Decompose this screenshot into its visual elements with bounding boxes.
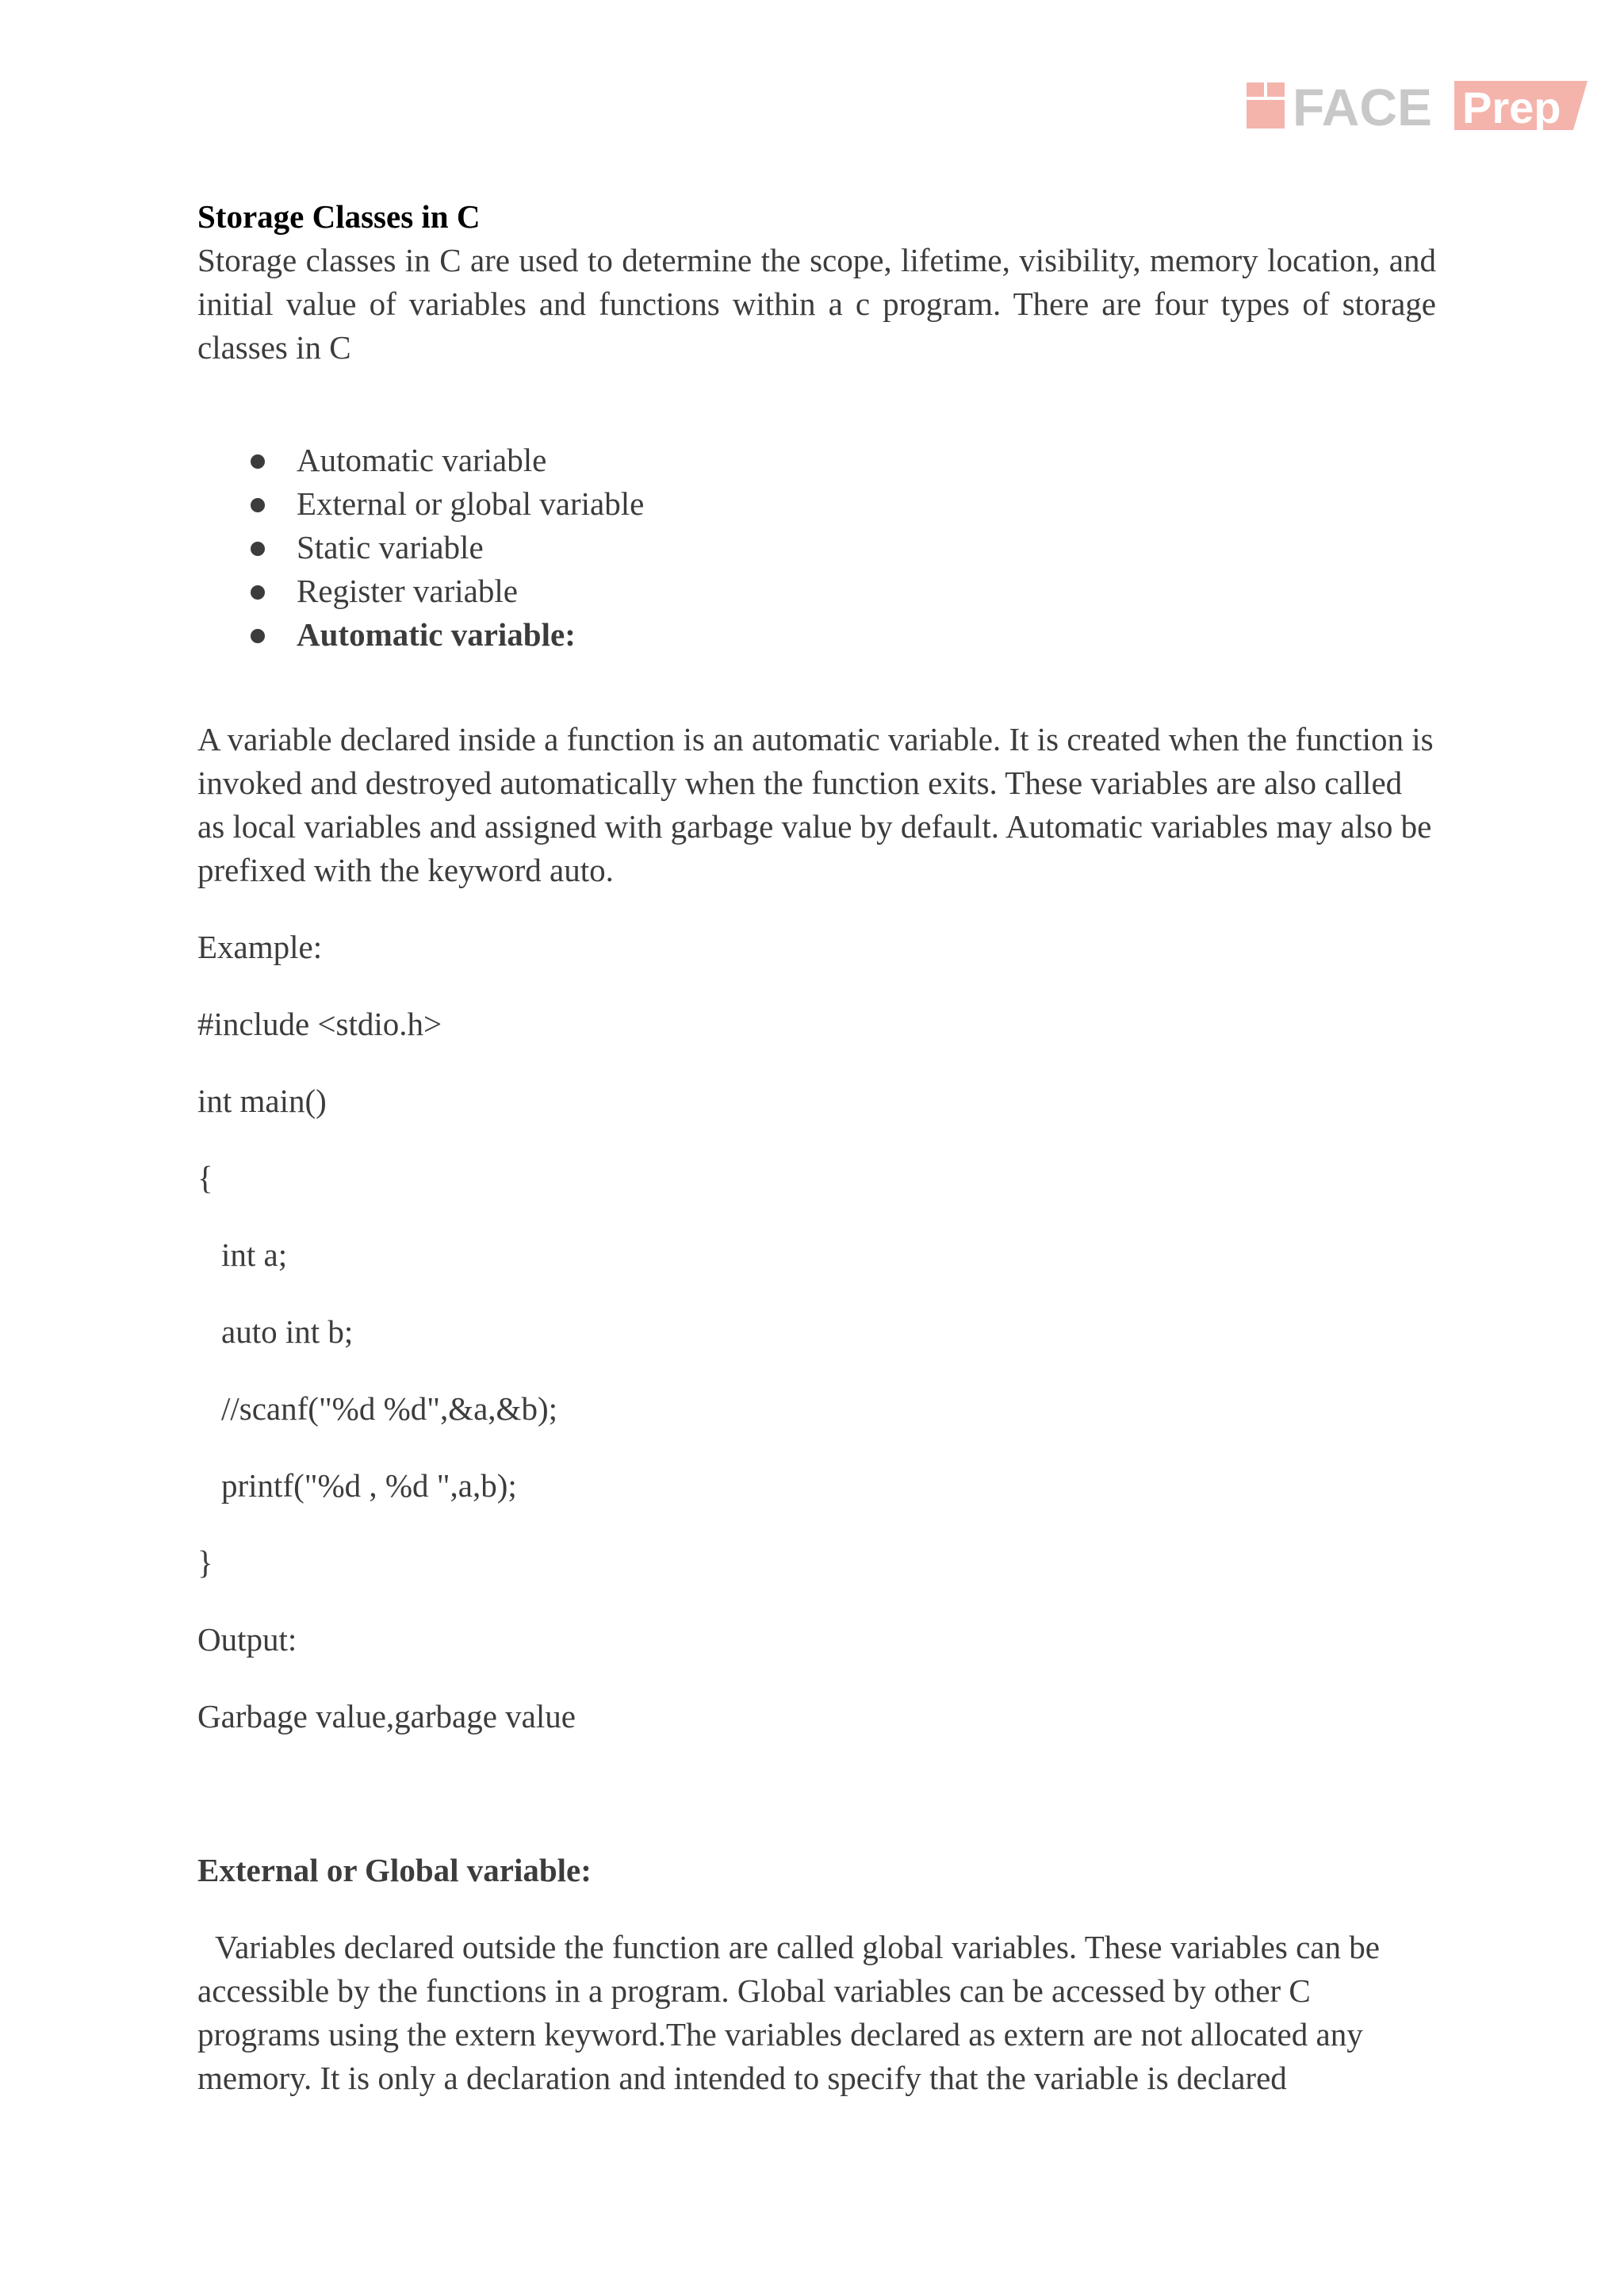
logo-mark-icon (1247, 82, 1285, 128)
code-line: { (197, 1159, 213, 1196)
output-value: Garbage value,garbage value (197, 1698, 576, 1734)
bullet-icon (251, 498, 265, 512)
bullet-icon (251, 585, 265, 600)
list-item: Automatic variable (197, 439, 1436, 482)
list-item: Static variable (197, 526, 1436, 569)
external-variable-paragraph: Variables declared outside the function are called global variables. These variables can be accessible by the functions in a program. Global variables can be accessed by other C programs using the extern keyword.The variables declared as extern are not allocated any memory. It is only a declaration and intended to specify that the variable is declared (197, 1929, 1380, 2096)
code-line: //scanf("%d %d",&a,&b); (221, 1390, 557, 1427)
page-title: Storage Classes in C (197, 198, 481, 235)
code-line: } (197, 1544, 213, 1581)
list-item: External or global variable (197, 482, 1436, 526)
example-label: Example: (197, 929, 323, 965)
external-variable-heading: External or Global variable: (197, 1852, 592, 1888)
code-example (197, 1002, 1436, 1585)
automatic-variable-paragraph: A variable declared inside a function is an automatic variable. It is created when the function is invoked and destroyed automatically when the function exits. These variables are also called as local variables and assigned with garbage value by default. Automatic variables may also be prefixed with the keyword auto. (197, 721, 1434, 888)
face-prep-logo (1247, 79, 1588, 132)
code-line: printf("%d , %d ",a,b); (221, 1467, 517, 1504)
bullet-icon (251, 454, 265, 469)
document-body (197, 195, 1436, 2100)
code-line: int main() (197, 1083, 327, 1119)
storage-class-list (197, 439, 1436, 657)
bullet-icon (251, 542, 265, 556)
logo-prep-text: Prep (1462, 82, 1561, 132)
code-line: #include <stdio.h> (197, 1006, 442, 1042)
intro-paragraph: Storage classes in C are used to determine the scope, lifetime, visibility, memory location, and initial value of variables and functions within a c program. There are four types of storage classes in C (197, 242, 1436, 366)
code-line: int a; (221, 1236, 288, 1273)
list-item: Register variable (197, 569, 1436, 613)
list-item-heading: Automatic variable: (197, 613, 1436, 657)
bullet-icon (251, 629, 265, 643)
logo-face-text: FACE (1293, 79, 1433, 132)
output-label: Output: (197, 1621, 297, 1658)
code-line: auto int b; (221, 1313, 354, 1350)
